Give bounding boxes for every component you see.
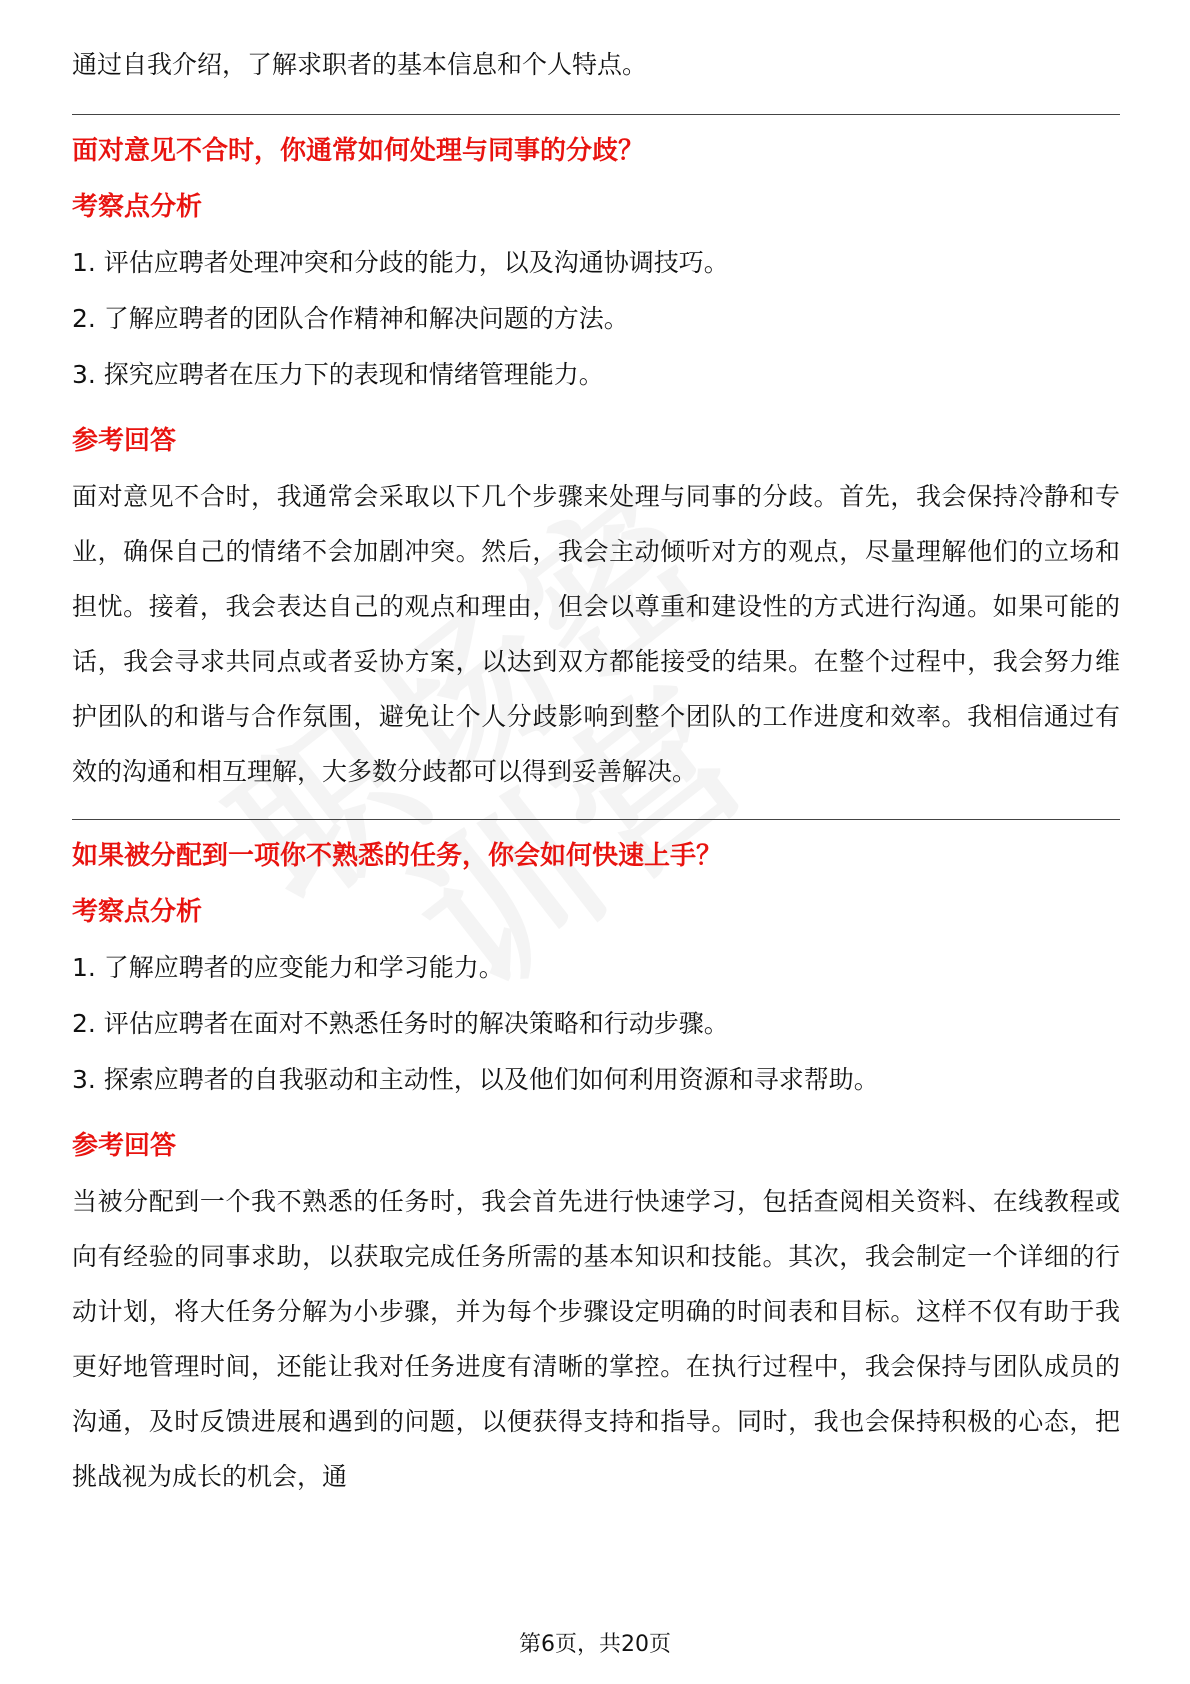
question-section-1 bbox=[72, 125, 1120, 799]
answer-paragraph: 当被分配到一个我不熟悉的任务时，我会首先进行快速学习，包括查阅相关资料、在线教程或向有经验的同事求助，以获取完成任务所需的基本知识和技能。其次，我会制定一个详细的行动计划，将大任务分解为小步骤，并为每个步骤设定明确的时间表和目标。这样不仅有助于我更好地管理时间，还能让我对任务进度有清晰的掌控。在执行过程中，我会保持与团队成员的沟通，及时反馈进展和遇到的问题，以便获得支持和指导。同时，我也会保持积极的心态，把挑战视为成长的机会，通 bbox=[72, 1187, 1120, 1491]
question-heading: 面对意见不合时，你通常如何处理与同事的分歧？ bbox=[72, 136, 645, 166]
analysis-item: 3. 探究应聘者在压力下的表现和情绪管理能力。 bbox=[72, 360, 604, 389]
analysis-item: 1. 了解应聘者的应变能力和学习能力。 bbox=[72, 953, 504, 982]
analysis-item: 3. 探索应聘者的自我驱动和主动性，以及他们如何利用资源和寻求帮助。 bbox=[72, 1065, 879, 1094]
analysis-heading: 考察点分析 bbox=[72, 897, 203, 927]
page-number: 第6页，共20页 bbox=[519, 1632, 671, 1657]
analysis-item: 2. 了解应聘者的团队合作精神和解决问题的方法。 bbox=[72, 304, 629, 333]
analysis-heading: 考察点分析 bbox=[72, 192, 203, 222]
analysis-item: 2. 评估应聘者在面对不熟悉任务时的解决策略和行动步骤。 bbox=[72, 1009, 729, 1038]
question-section-2 bbox=[72, 830, 1120, 1504]
page-content bbox=[72, 38, 1120, 1504]
answer-heading: 参考回答 bbox=[72, 426, 177, 456]
intro-paragraph: 通过自我介绍，了解求职者的基本信息和个人特点。 bbox=[72, 50, 648, 79]
answer-heading: 参考回答 bbox=[72, 1131, 177, 1161]
question-heading: 如果被分配到一项你不熟悉的任务，你会如何快速上手？ bbox=[72, 841, 723, 871]
section-divider bbox=[72, 114, 1120, 115]
answer-paragraph: 面对意见不合时，我通常会采取以下几个步骤来处理与同事的分歧。首先，我会保持冷静和专业，确保自己的情绪不会加剧冲突。然后，我会主动倾听对方的观点，尽量理解他们的立场和担忧。接着，我会表达自己的观点和理由，但会以尊重和建设性的方式进行沟通。如果可能的话，我会寻求共同点或者妥协方案，以达到双方都能接受的结果。在整个过程中，我会努力维护团队的和谐与合作氛围，避免让个人分歧影响到整个团队的工作进度和效率。我相信通过有效的沟通和相互理解，大多数分歧都可以得到妥善解决。 bbox=[72, 482, 1120, 786]
analysis-item: 1. 评估应聘者处理冲突和分歧的能力，以及沟通协调技巧。 bbox=[72, 248, 729, 277]
section-divider bbox=[72, 819, 1120, 820]
